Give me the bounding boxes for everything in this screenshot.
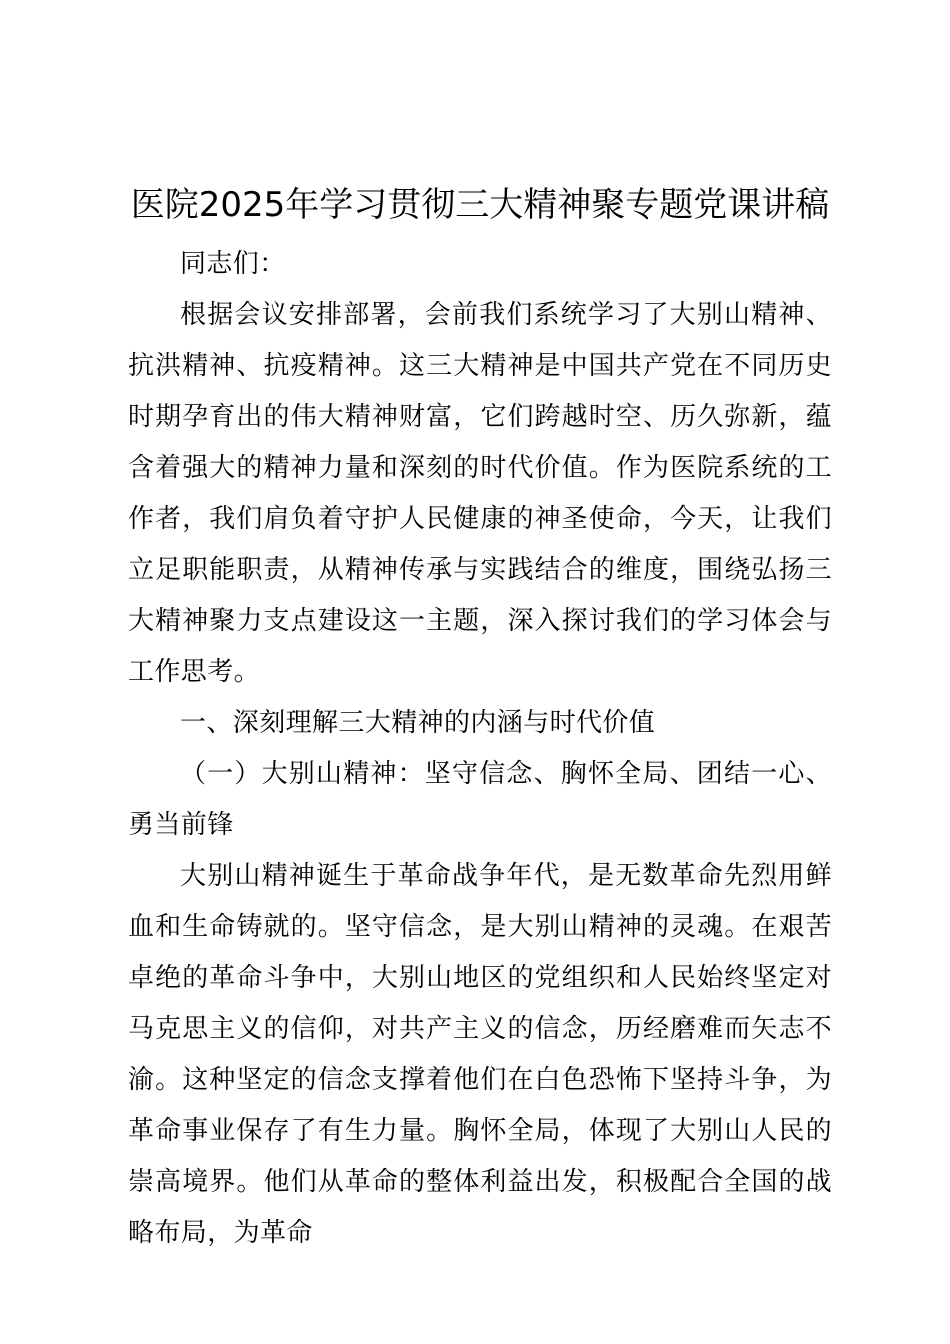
document-title: 医院2025年学习贯彻三大精神聚专题党课讲稿 [130, 185, 830, 225]
greeting: 同志们： [180, 249, 286, 279]
paragraph-intro: 根据会议安排部署，会前我们系统学习了大别山精神、抗洪精神、抗疫精神。这三大精神是中国共产党在不同历史时期孕育出的伟大精神财富，它们跨越时空、历久弥新，蕴含着强大的精神力量和深刻的时代价值。作为医院系统的工作者，我们肩负着守护人民健康的神圣使命，今天，让我们立足职能职责，从精神传承与实践结合的维度，围绕弘扬三大精神聚力支点建设这一主题，深入探讨我们的学习体会与工作思考。 [128, 300, 832, 687]
subsection-heading-1: （一）大别山精神：坚守信念、胸怀全局、团结一心、勇当前锋 [128, 759, 832, 840]
paragraph-dabieshan: 大别山精神诞生于革命战争年代，是无数革命先烈用鲜血和生命铸就的。坚守信念，是大别山精神的灵魂。在艰苦卓绝的革命斗争中，大别山地区的党组织和人民始终坚定对马克思主义的信仰，对共产主义的信念，历经磨难而矢志不渝。这种坚定的信念支撑着他们在白色恐怖下坚持斗争，为革命事业保存了有生力量。胸怀全局，体现了大别山人民的崇高境界。他们从革命的整体利益出发，积极配合全国的战略布局，为革命 [128, 861, 832, 1248]
section-heading-1: 一、深刻理解三大精神的内涵与时代价值 [180, 708, 656, 738]
document-body [128, 180, 832, 1259]
